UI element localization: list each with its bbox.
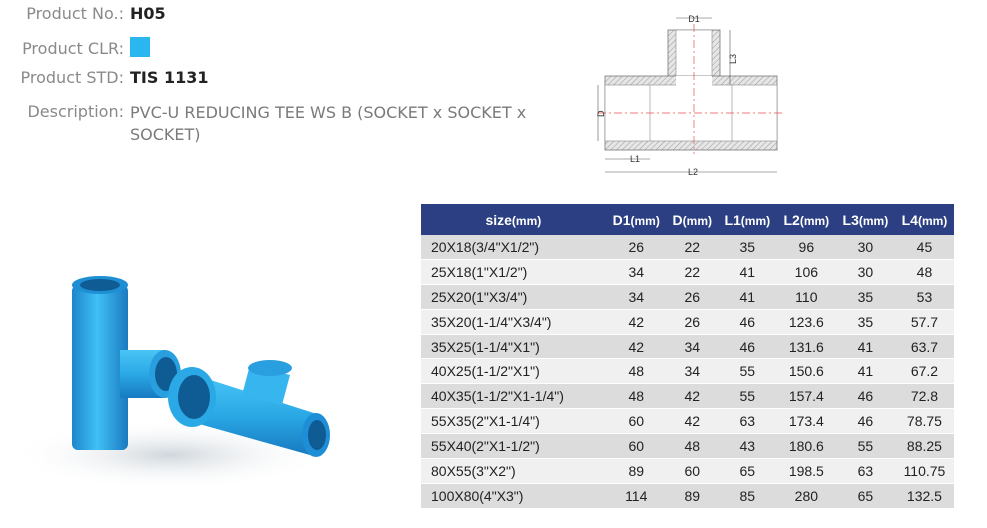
- product-description-value: PVC-U REDUCING TEE WS B (SOCKET x SOCKET x SOCKET): [130, 103, 527, 144]
- table-row: [421, 409, 954, 434]
- tee-back-run: [72, 285, 128, 450]
- table-cell-size: 40X35(1-1/2"X1-1/4"): [421, 384, 606, 409]
- table-cell-l4: 53: [895, 284, 954, 309]
- color-swatch: [130, 37, 150, 57]
- tee-front-branch-opening: [248, 360, 292, 376]
- dim-d1-label: D1: [688, 14, 700, 24]
- column-header-d1: [606, 204, 667, 235]
- table-cell-l4: 57.7: [895, 309, 954, 334]
- column-unit: (mm): [511, 213, 542, 228]
- table-cell-l4: 78.75: [895, 409, 954, 434]
- product-number-row: [5, 4, 166, 23]
- product-std-value: TIS 1131: [130, 68, 209, 87]
- table-cell-d1: 26: [606, 235, 667, 259]
- table-cell-l1: 46: [718, 334, 777, 359]
- column-unit: (mm): [630, 213, 660, 228]
- table-row: [421, 359, 954, 384]
- table-cell-l3: 41: [836, 359, 895, 384]
- table-cell-l2: 110: [777, 284, 836, 309]
- table-cell-size: 35X20(1-1/4"X3/4"): [421, 309, 606, 334]
- table-row: [421, 459, 954, 484]
- table-cell-l4: 132.5: [895, 483, 954, 508]
- table-cell-d1: 42: [606, 309, 667, 334]
- table-cell-l2: 198.5: [777, 459, 836, 484]
- table-cell-l1: 63: [718, 409, 777, 434]
- table-cell-l2: 150.6: [777, 359, 836, 384]
- tee-technical-drawing: [590, 12, 790, 187]
- table-cell-l3: 35: [836, 309, 895, 334]
- table-cell-d1: 60: [606, 409, 667, 434]
- table-cell-d: 22: [667, 235, 718, 259]
- table-cell-l2: 131.6: [777, 334, 836, 359]
- tee-back-top-bore: [80, 279, 120, 291]
- table-cell-size: 80X55(3"X2"): [421, 459, 606, 484]
- product-description-label: Description:: [27, 102, 124, 121]
- table-row: [421, 483, 954, 508]
- table-row: [421, 284, 954, 309]
- table-cell-d1: 34: [606, 284, 667, 309]
- table-cell-l4: 63.7: [895, 334, 954, 359]
- product-std-row: [5, 68, 209, 87]
- column-name: L3: [842, 211, 859, 228]
- column-name: D: [672, 211, 683, 228]
- table-row: [421, 259, 954, 284]
- dim-l1-label: L1: [630, 154, 641, 164]
- column-header-l3: [836, 204, 895, 235]
- table-cell-l2: 173.4: [777, 409, 836, 434]
- table-cell-d1: 34: [606, 259, 667, 284]
- table-cell-l4: 72.8: [895, 384, 954, 409]
- column-header-l2: [777, 204, 836, 235]
- column-name: L1: [724, 211, 741, 228]
- table-cell-d1: 42: [606, 334, 667, 359]
- table-cell-l2: 123.6: [777, 309, 836, 334]
- table-cell-l2: 180.6: [777, 434, 836, 459]
- table-cell-d: 42: [667, 384, 718, 409]
- table-cell-l1: 35: [718, 235, 777, 259]
- table-cell-size: 25X18(1"X1/2"): [421, 259, 606, 284]
- table-cell-d: 89: [667, 483, 718, 508]
- table-cell-l1: 55: [718, 384, 777, 409]
- table-cell-l4: 48: [895, 259, 954, 284]
- table-cell-size: 25X20(1"X3/4"): [421, 284, 606, 309]
- table-cell-l3: 55: [836, 434, 895, 459]
- table-cell-size: 20X18(3/4"X1/2"): [421, 235, 606, 259]
- column-header-size: [421, 204, 606, 235]
- dim-d-label: D: [596, 110, 606, 117]
- column-unit: (mm): [917, 213, 948, 228]
- column-name: L2: [783, 211, 800, 228]
- table-cell-l1: 43: [718, 434, 777, 459]
- dim-l3-label: L3: [728, 53, 738, 64]
- table-cell-l2: 280: [777, 483, 836, 508]
- table-header-row: [421, 204, 954, 235]
- table-cell-d1: 114: [606, 483, 667, 508]
- table-cell-d: 26: [667, 284, 718, 309]
- table-cell-l3: 46: [836, 384, 895, 409]
- table-cell-l4: 88.25: [895, 434, 954, 459]
- table-row: [421, 384, 954, 409]
- column-unit: (mm): [799, 213, 830, 228]
- table-cell-l3: 35: [836, 284, 895, 309]
- table-cell-d1: 48: [606, 359, 667, 384]
- tee-front-left-bore: [178, 375, 210, 419]
- table-cell-d: 34: [667, 334, 718, 359]
- product-description-row: [5, 102, 570, 146]
- product-std-label: Product STD:: [20, 68, 124, 87]
- column-name: size: [485, 211, 512, 228]
- table-cell-d1: 60: [606, 434, 667, 459]
- table-row: [421, 309, 954, 334]
- product-color-row: [5, 34, 150, 58]
- table-row: [421, 235, 954, 259]
- table-cell-l3: 30: [836, 259, 895, 284]
- table-cell-l1: 41: [718, 284, 777, 309]
- table-cell-d: 22: [667, 259, 718, 284]
- column-header-l4: [895, 204, 954, 235]
- table-cell-size: 35X25(1-1/4"X1"): [421, 334, 606, 359]
- table-cell-size: 55X40(2"X1-1/2"): [421, 434, 606, 459]
- column-unit: (mm): [740, 213, 771, 228]
- column-unit: (mm): [682, 213, 712, 228]
- product-color-label: Product CLR:: [22, 39, 124, 58]
- table-cell-l1: 65: [718, 459, 777, 484]
- table-cell-l1: 46: [718, 309, 777, 334]
- product-number-label: Product No.:: [26, 4, 124, 23]
- table-cell-size: 40X25(1-1/2"X1"): [421, 359, 606, 384]
- table-cell-d: 60: [667, 459, 718, 484]
- table-cell-l3: 46: [836, 409, 895, 434]
- table-cell-l3: 41: [836, 334, 895, 359]
- product-number-value: H05: [130, 4, 166, 23]
- table-cell-size: 100X80(4"X3"): [421, 483, 606, 508]
- column-header-l1: [718, 204, 777, 235]
- table-body: [421, 235, 954, 508]
- dimension-table: [421, 204, 954, 509]
- dim-l2-label: L2: [688, 167, 699, 177]
- column-header-d: [667, 204, 718, 235]
- table-row: [421, 434, 954, 459]
- table-cell-l4: 110.75: [895, 459, 954, 484]
- table-cell-d1: 48: [606, 384, 667, 409]
- table-cell-l1: 55: [718, 359, 777, 384]
- table-cell-l1: 85: [718, 483, 777, 508]
- table-cell-l3: 65: [836, 483, 895, 508]
- column-unit: (mm): [858, 213, 889, 228]
- table-row: [421, 334, 954, 359]
- table-cell-l1: 41: [718, 259, 777, 284]
- table-cell-l2: 157.4: [777, 384, 836, 409]
- column-name: D1: [612, 211, 631, 228]
- table-cell-size: 55X35(2"X1-1/4"): [421, 409, 606, 434]
- product-photo: [20, 255, 350, 515]
- table-cell-l3: 63: [836, 459, 895, 484]
- table-cell-l2: 96: [777, 235, 836, 259]
- table-cell-d: 26: [667, 309, 718, 334]
- table-cell-d: 48: [667, 434, 718, 459]
- table-cell-l4: 45: [895, 235, 954, 259]
- table-cell-d: 42: [667, 409, 718, 434]
- table-cell-d1: 89: [606, 459, 667, 484]
- table-cell-l3: 30: [836, 235, 895, 259]
- column-name: L4: [901, 211, 918, 228]
- table-cell-l2: 106: [777, 259, 836, 284]
- table-cell-l4: 67.2: [895, 359, 954, 384]
- tee-front-right-bore: [308, 420, 326, 450]
- table-cell-d: 34: [667, 359, 718, 384]
